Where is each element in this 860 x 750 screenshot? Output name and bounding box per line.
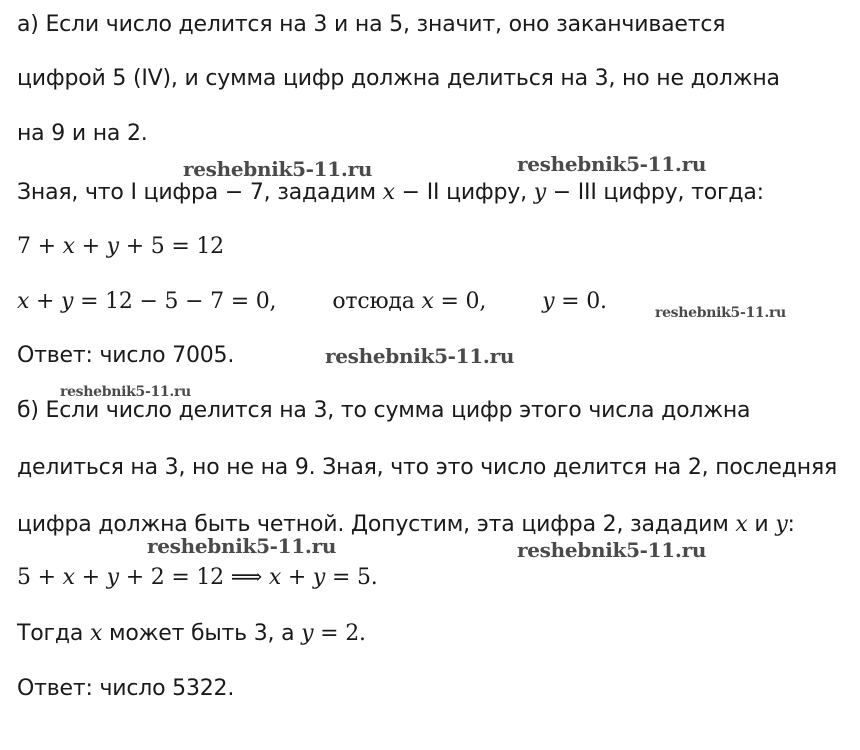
watermark: reshebnik5-11.ru [517, 152, 707, 176]
variable-y: y [301, 621, 314, 646]
eq-segment: = 0. [554, 289, 607, 314]
eq-segment: + [74, 565, 107, 590]
text-segment: : [787, 512, 795, 537]
watermark: reshebnik5-11.ru [517, 538, 707, 562]
watermark: reshebnik5-11.ru [325, 344, 515, 368]
text-line-a2: цифрой 5 (IV), и сумма цифр должна делиться на 3, но не должна [17, 66, 780, 91]
eq-segment: = 5. [325, 565, 378, 590]
variable-y: y [61, 289, 74, 314]
text-segment: и [747, 512, 776, 537]
variable-y: y [106, 565, 119, 590]
variable-x: x [735, 512, 748, 537]
text-line-b2: делиться на 3, но не на 9. Зная, что это число делится на 2, последняя [17, 455, 838, 480]
answer-a: Ответ: число 7005. [17, 343, 235, 368]
eq-segment: 7 + [17, 234, 63, 259]
equation-b1 [17, 563, 378, 593]
text-segment: может быть 3, а [102, 621, 302, 646]
variable-x: x [62, 565, 75, 590]
watermark: reshebnik5-11.ru [147, 534, 337, 558]
answer-b: Ответ: число 5322. [17, 676, 235, 701]
variable-x: x [421, 289, 434, 314]
variable-y: y [312, 565, 326, 590]
text-line-a4 [17, 178, 764, 208]
variable-x: x [89, 621, 103, 646]
text-line-a3: на 9 и на 2. [17, 121, 148, 146]
eq-segment: + [281, 565, 313, 590]
eq-segment: + [29, 289, 62, 314]
variable-y: y [542, 289, 555, 314]
variable-x: x [382, 180, 395, 205]
variable-y: y [533, 180, 546, 205]
variable-x: x [268, 565, 282, 590]
variable-x: x [17, 289, 30, 314]
text-line-b3 [17, 510, 795, 540]
equation-a1 [17, 232, 224, 262]
variable-y: y [775, 512, 788, 537]
eq-segment: + 2 = 12 ⟹ [118, 565, 269, 590]
variable-y: y [106, 234, 119, 259]
eq-segment: 5 + [17, 565, 63, 590]
text-segment: = 2. [313, 621, 366, 646]
hence-word: отсюда [332, 289, 422, 314]
text-line-a1: а) Если число делится на 3 и на 5, значит, оно заканчивается [17, 12, 726, 37]
eq-segment: + [74, 234, 107, 259]
text-segment: Зная, что I цифра − 7, зададим [17, 180, 383, 205]
text-segment: − III цифру, тогда: [545, 180, 764, 205]
watermark: reshebnik5-11.ru [655, 305, 786, 321]
equation-a2 [17, 287, 607, 317]
watermark: reshebnik5-11.ru [60, 384, 191, 400]
eq-segment: = 12 − 5 − 7 = 0, [73, 289, 277, 314]
text-segment: цифра должна быть четной. Допустим, эта цифра 2, зададим [17, 512, 736, 537]
text-line-b1: б) Если число делится на 3, то сумма цифр этого числа должна [17, 398, 751, 423]
text-segment: − II цифру, [394, 180, 534, 205]
eq-segment: + 5 = 12 [118, 234, 224, 259]
text-segment: Тогда [17, 621, 90, 646]
watermark: reshebnik5-11.ru [183, 157, 373, 181]
variable-x: x [62, 234, 75, 259]
eq-segment: = 0, [433, 289, 487, 314]
text-line-b-then [17, 619, 366, 649]
